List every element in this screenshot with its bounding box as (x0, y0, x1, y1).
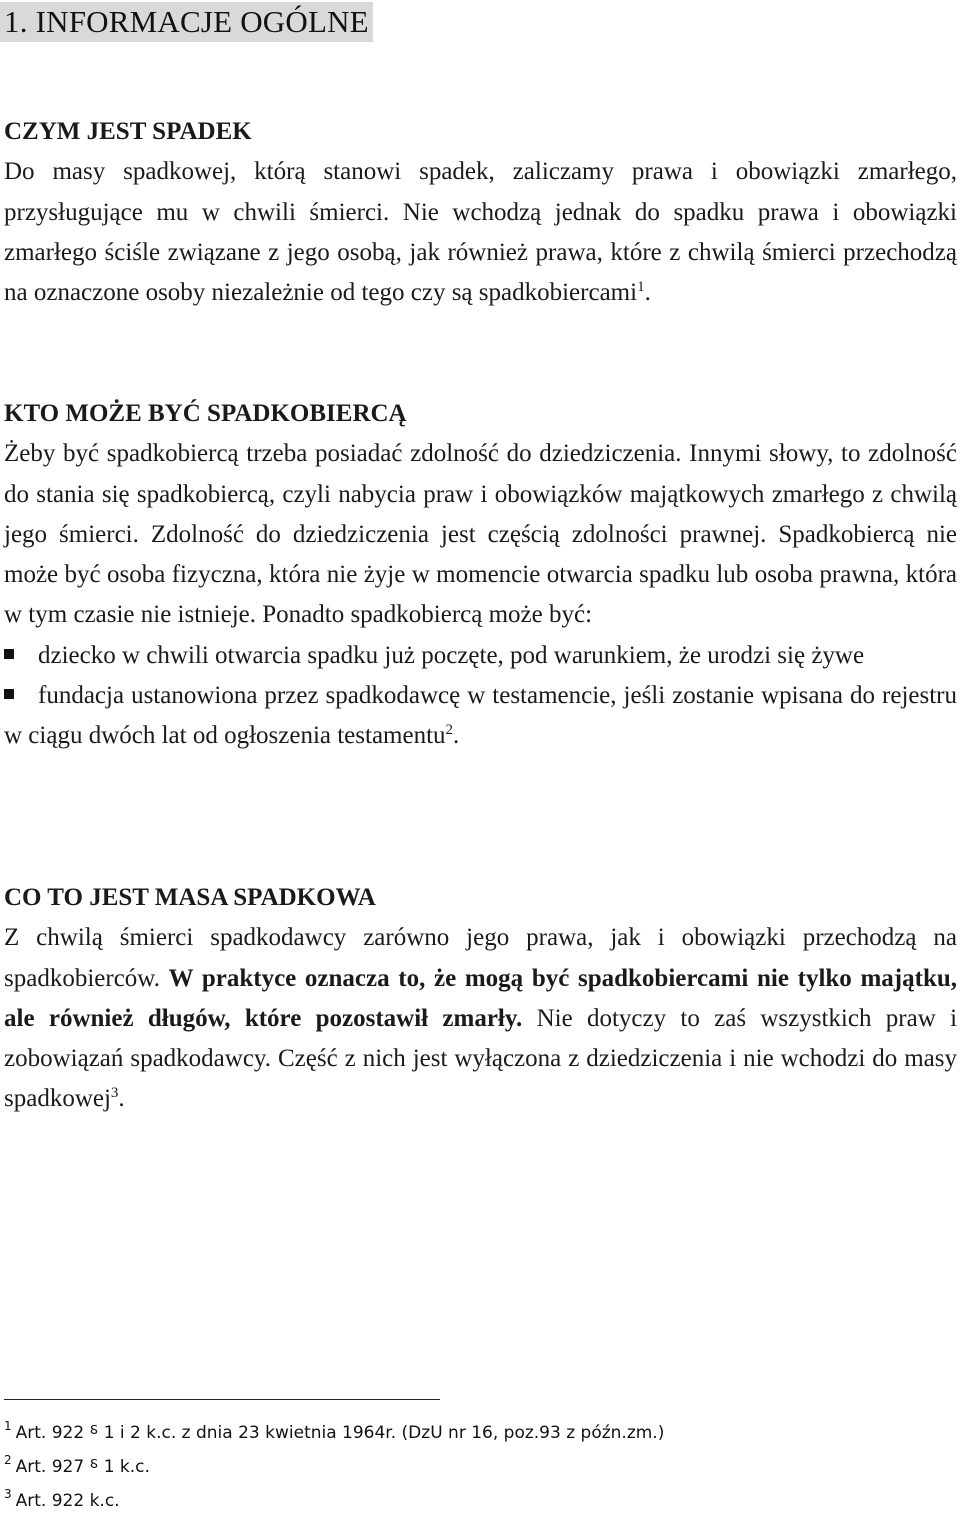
footnote: $^2$ Art. 927 ⸹ 1 k.c. (4, 1453, 150, 1477)
footnote-ref: 2 (445, 722, 454, 739)
section-kto-moze-byc-spadkobierca (4, 394, 957, 757)
chapter-heading: 1. INFORMACJE OGÓLNE (0, 2, 373, 42)
section-title: CZYM JEST SPADEK (4, 118, 252, 145)
emphasized-text: W praktyce oznacza to, że mogą być spadkobiercami nie tylko majątku, ale również długów, które pozostawił zmarły. (4, 964, 957, 1032)
section-masa-spadkowa (4, 878, 957, 1120)
section-paragraph: Żeby być spadkobiercą trzeba posiadać zdolność do dziedziczenia. Innymi słowy, to zdolność do stania się spadkobiercą, czyli nabycia praw i obowiązków majątkowych zmarłego z chwilą jego śmierci. Zdolność do dziedziczenia jest częścią zdolności prawnej. Spadkobiercą nie może być osoba fizyczna, która nie żyje w momencie otwarcia spadku lub osoba prawna, która w tym czasie nie istnieje. Ponadto spadkobiercą może być: (4, 440, 957, 629)
section-czym-jest-spadek (4, 112, 957, 313)
section-paragraph: Z chwilą śmierci spadkodawcy zarówno jego prawa, jak i obowiązki przechodzą na spadkobierców. W praktyce oznacza to, że mogą być spadkobiercami nie tylko majątku, ale również długów, które pozostawił zmarły. Nie dotyczy to zaś wszystkich praw i zobowiązań spadkodawcy. Część z nich jest wyłączona z dziedziczenia i nie wchodzi do masy spadkowej$^3$. (4, 924, 958, 1113)
footnote-ref: 3 (110, 1085, 119, 1102)
list-item: dziecko w chwili otwarcia spadku już poczęte, pod warunkiem, że urodzi się żywe (4, 636, 957, 676)
footnote-ref: 1 (637, 279, 645, 296)
list-item: fundacja ustanowiona przez spadkodawcę w testamencie, jeśli zostanie wpisana do rejestru w ciągu dwóch lat od ogłoszenia testamentu$^2$. (4, 682, 957, 750)
footnotes (4, 1416, 904, 1518)
section-title: KTO MOŻE BYĆ SPADKOBIERCĄ (4, 400, 407, 427)
section-title: CO TO JEST MASA SPADKOWA (4, 884, 376, 911)
footnote: $^1$ Art. 922 ⸹ 1 i 2 k.c. z dnia 23 kwietnia 1964r. (DzU nr 16, poz.93 z późn.zm.) (4, 1419, 665, 1443)
square-bullet-icon (4, 689, 14, 699)
square-bullet-icon (4, 649, 14, 659)
footnote: $^3$ Art. 922 k.c. (4, 1487, 120, 1511)
section-paragraph: Do masy spadkowej, którą stanowi spadek, zaliczamy prawa i obowiązki zmarłego, przysługujące mu w chwili śmierci. Nie wchodzą jednak do spadku prawa i obowiązki zmarłego ściśle związane z jego osobą, jak również prawa, które z chwilą śmierci przechodzą na oznaczone osoby niezależnie od tego czy są spadkobiercami$^1$. (4, 158, 957, 307)
footnote-separator (4, 1399, 440, 1400)
